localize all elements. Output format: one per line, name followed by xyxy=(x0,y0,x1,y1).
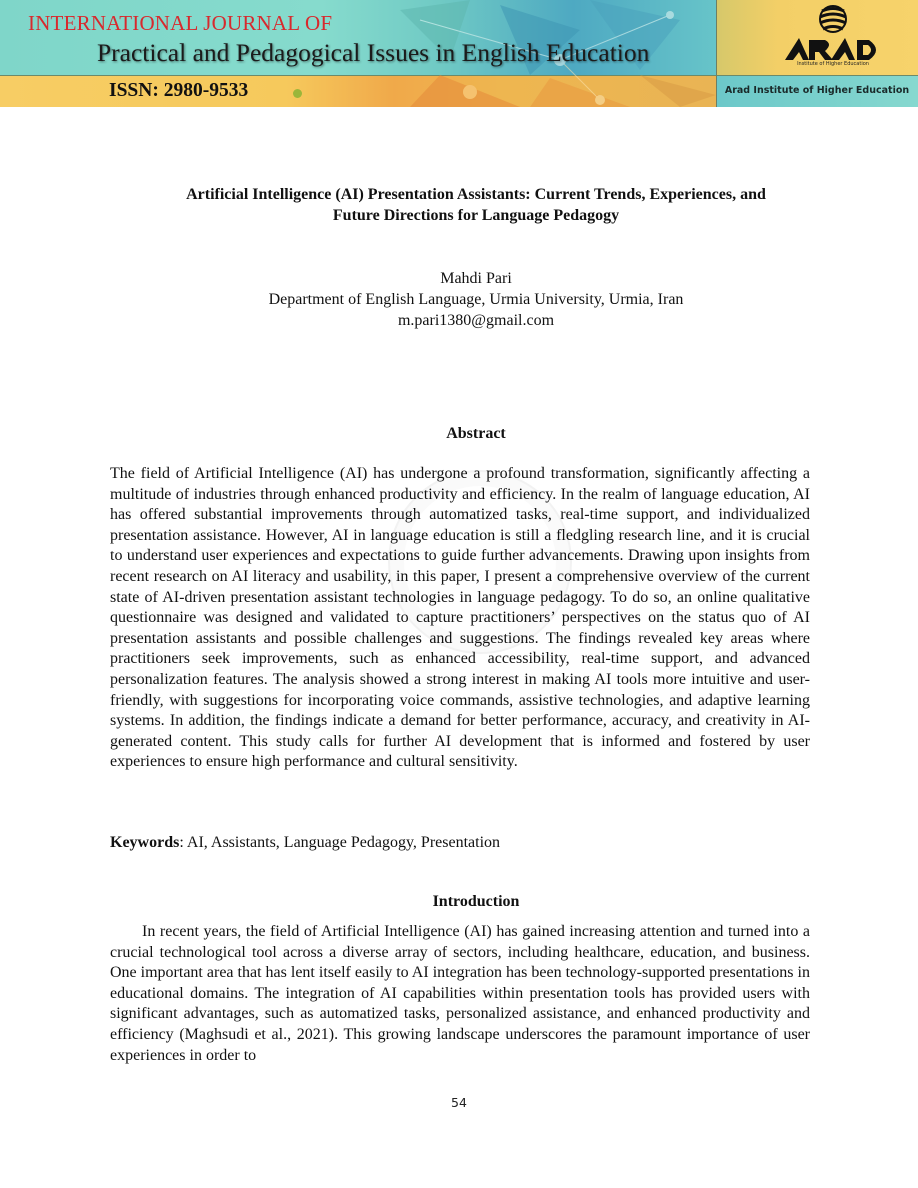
title-line: Future Directions for Language Pedagogy xyxy=(332,207,620,224)
author-name: Mahdi Pari xyxy=(440,270,512,287)
article-title xyxy=(110,184,842,226)
globe-icon xyxy=(820,6,846,32)
page-number: 54 xyxy=(451,1095,467,1110)
institute-name: Arad Institute of Higher Education xyxy=(724,85,910,96)
abstract-text: The field of Artificial Intelligence (AI) has undergone a profound transformation, significantly affecting a multitude of industries through enhanced productivity and efficiency. In the realm of language education, AI has offered substantial improvements through automatized tasks, real-time support, and individualized presentation assistance. However, AI in language education is still a fledgling research line, and it is crucial to understand user experiences and expectations to guide further advancements. Drawing upon insights from recent research on AI literacy and usability, in this paper, I present a comprehensive overview of the current state of AI-driven presentation assistant technologies in language pedagogy. To do so, an online qualitative questionnaire was designed and validated to capture practitioners’ perspectives on the status quo of AI presentation assistants and possible challenges and suggestions. The findings revealed key areas where practitioners seek improvements, such as enhanced accessibility, real-time support, and advanced personalization features. The analysis showed a strong interest in making AI tools more intuitive and user-friendly, with suggestions for incorporating voice commands, assistive technologies, and adaptive learning systems. In addition, the findings indicate a demand for better performance, accuracy, and creativity in AI-generated content. This study calls for further AI development that is informed and fostered by user experiences to ensure high performance and cultural sensitivity. xyxy=(110,465,810,771)
author-email[interactable]: m.pari1380@gmail.com xyxy=(397,312,555,329)
bullet-dot-icon xyxy=(293,89,302,98)
journal-prefix: INTERNATIONAL JOURNAL OF xyxy=(28,11,333,35)
author-affiliation: Department of English Language, Urmia University, Urmia, Iran xyxy=(268,291,684,308)
keywords-line xyxy=(110,834,500,852)
introduction-heading: Introduction xyxy=(432,893,520,910)
arad-wordmark xyxy=(785,38,876,60)
keywords-list: : AI, Assistants, Language Pedagogy, Presentation xyxy=(179,834,501,851)
journal-name: Practical and Pedagogical Issues in English Education xyxy=(97,38,650,67)
title-line: Artificial Intelligence (AI) Presentation Assistants: Current Trends, Experiences, and xyxy=(186,186,766,203)
journal-banner xyxy=(0,0,918,107)
introduction-text: In recent years, the field of Artificial Intelligence (AI) has gained increasing attention and turned into a crucial technological tool across a diverse array of sectors, including healthcare, education, and business. One important area that has lent itself easily to AI integration has been technology-supported presentations in educational domains. The integration of AI capabilities within presentation tools has provided users with significant advantages, such as automatized tasks, personalized assistance, and enhanced productivity and efficiency (Maghsudi et al., 2021). This growing landscape underscores the paramount importance of user experiences in order to xyxy=(110,923,810,1064)
keywords-label: Keywords xyxy=(110,834,180,851)
issn: ISSN: 2980-9533 xyxy=(109,80,249,101)
abstract-heading: Abstract xyxy=(446,425,506,442)
logo-subtitle: Institute of Higher Education xyxy=(797,61,869,67)
author-block xyxy=(110,268,842,331)
